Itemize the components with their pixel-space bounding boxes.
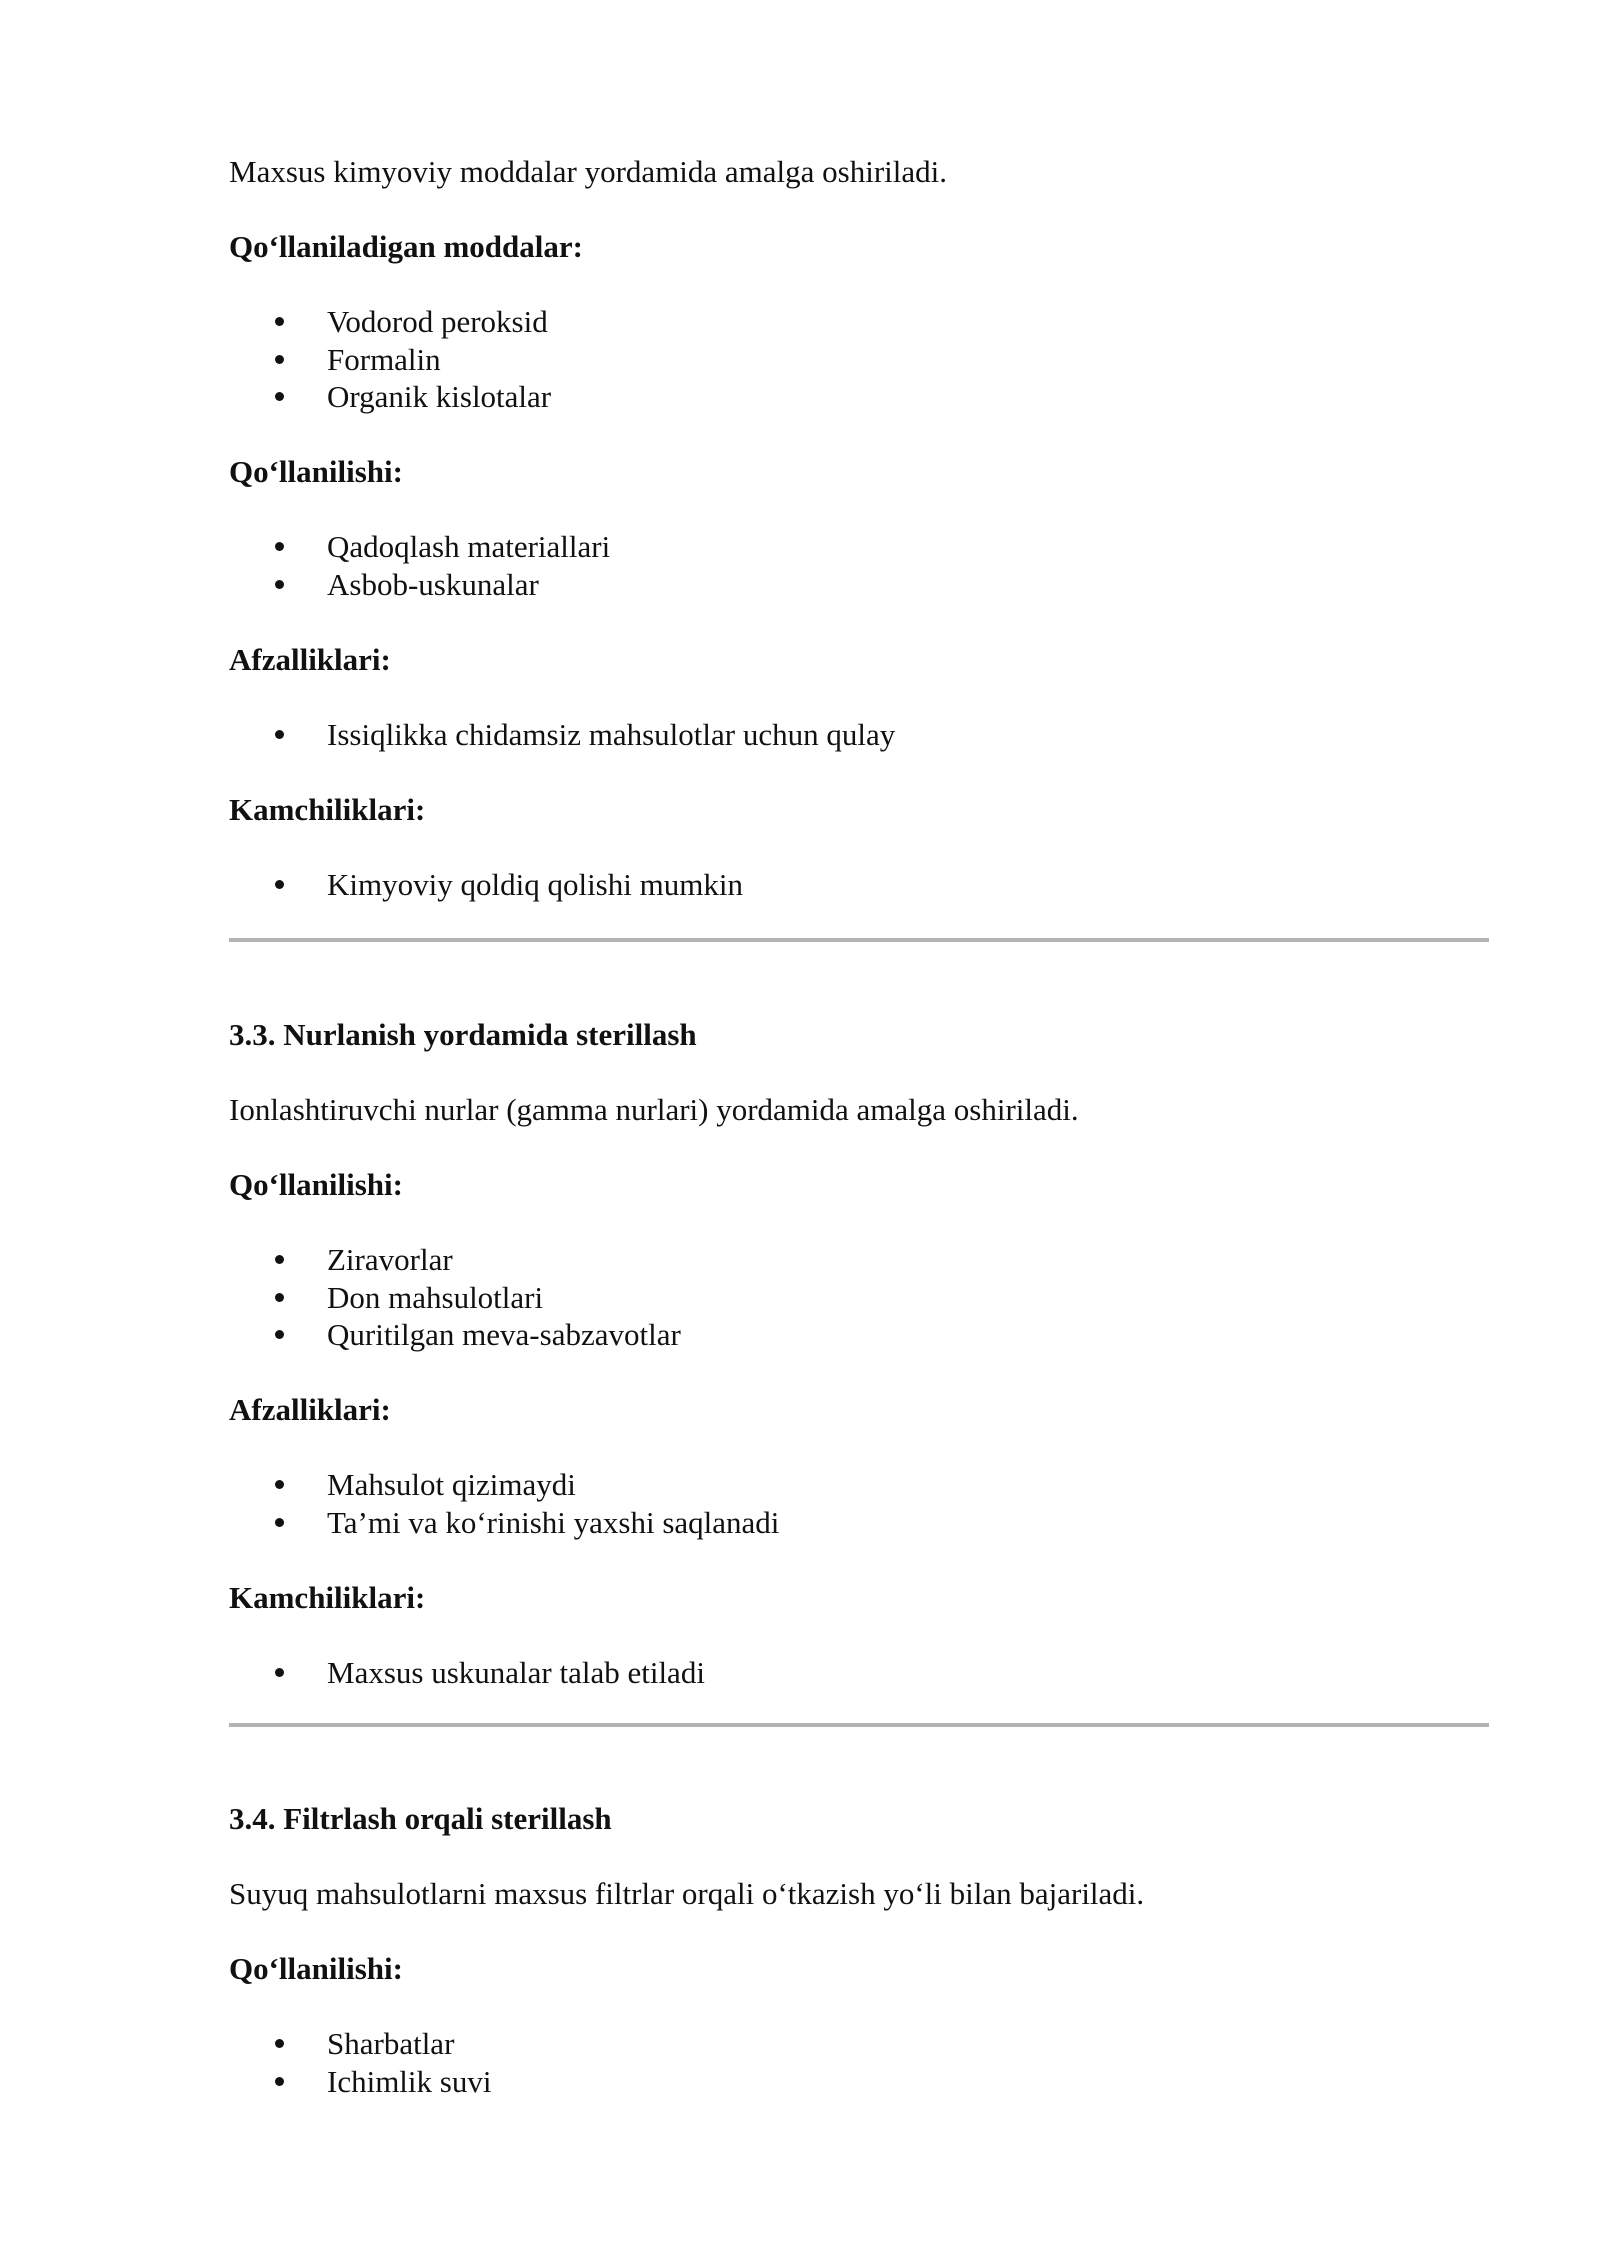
bullet-icon: [275, 880, 284, 889]
bullet-icon: [275, 580, 284, 589]
disadvantages-heading: Kamchiliklari:: [229, 1580, 426, 1615]
section-description: Ionlashtiruvchi nurlar (gamma nurlari) yordamida amalga oshiriladi.: [229, 1092, 1079, 1127]
bullet-icon: [275, 355, 284, 364]
application-heading: Qo‘llanilishi:: [229, 1951, 403, 1986]
bullet-icon: [275, 392, 284, 401]
section-title: 3.4. Filtrlash orqali sterillash: [229, 1801, 612, 1836]
bullet-icon: [275, 317, 284, 326]
application-heading: Qo‘llanilishi:: [229, 454, 403, 489]
section-title: 3.3. Nurlanish yordamida sterillash: [229, 1017, 697, 1052]
advantages-heading: Afzalliklari:: [229, 1392, 391, 1427]
bullet-icon: [275, 1668, 284, 1677]
section-divider: [229, 1723, 1489, 1727]
advantages-heading: Afzalliklari:: [229, 642, 391, 677]
section-description: Suyuq mahsulotlarni maxsus filtrlar orqali o‘tkazish yo‘li bilan bajariladi.: [229, 1876, 1145, 1911]
bullet-icon: [275, 1518, 284, 1527]
used-substances-heading: Qo‘llaniladigan moddalar:: [229, 229, 583, 264]
intro-paragraph: Maxsus kimyoviy moddalar yordamida amalga oshiriladi.: [229, 154, 948, 189]
bullet-icon: [275, 1480, 284, 1489]
bullet-icon: [275, 1293, 284, 1302]
application-heading: Qo‘llanilishi:: [229, 1167, 403, 1202]
bullet-icon: [275, 2077, 284, 2086]
bullet-icon: [275, 1255, 284, 1264]
bullet-icon: [275, 2039, 284, 2048]
bullet-icon: [275, 730, 284, 739]
disadvantages-heading: Kamchiliklari:: [229, 792, 426, 827]
bullet-icon: [275, 542, 284, 551]
bullet-icon: [275, 1330, 284, 1339]
section-divider: [229, 938, 1489, 942]
